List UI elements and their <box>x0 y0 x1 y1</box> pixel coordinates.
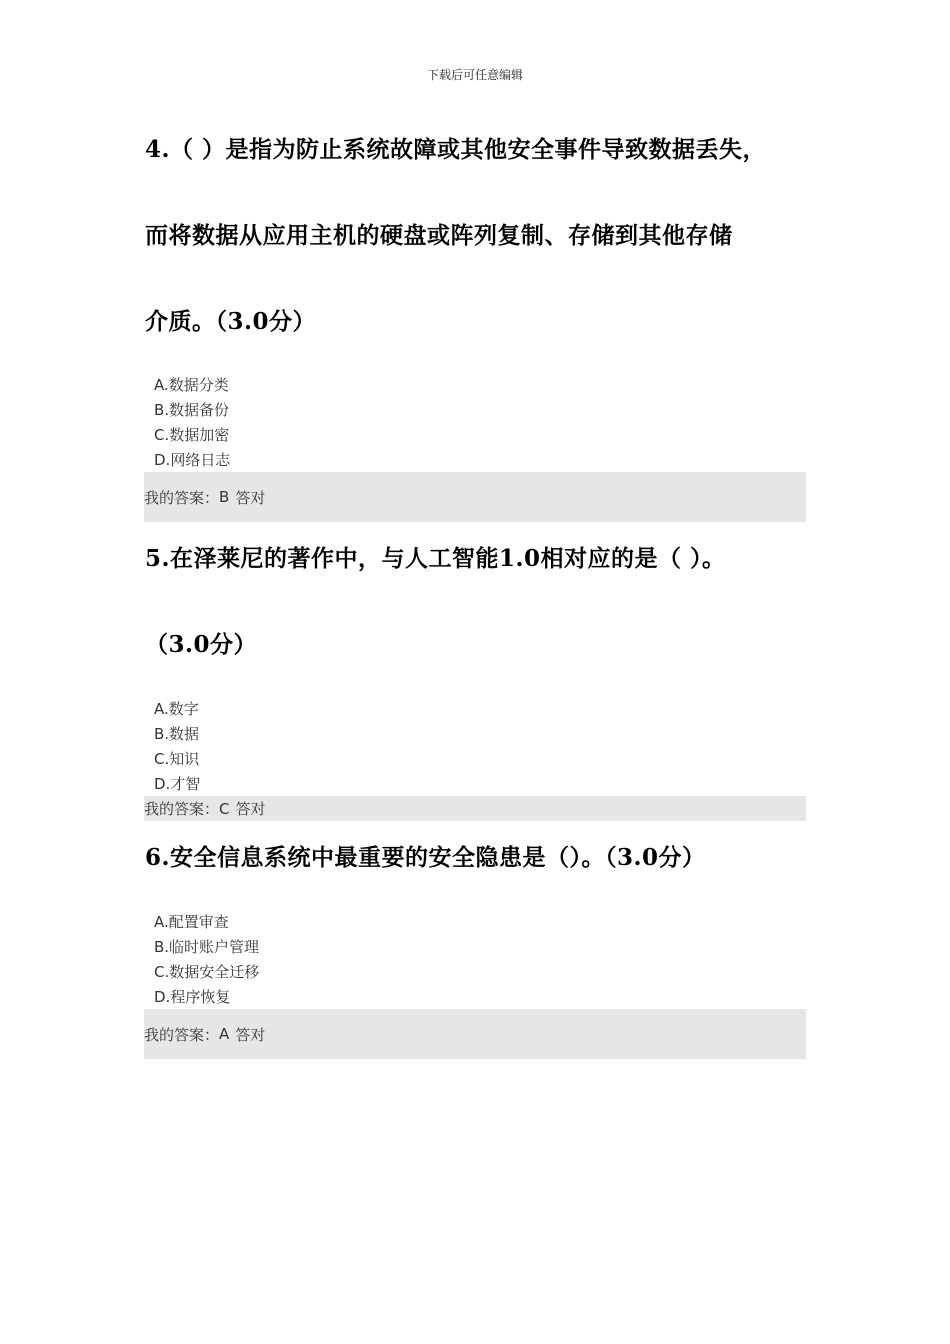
answer-value: B <box>219 488 230 506</box>
option-d[interactable]: D.网络日志 <box>154 451 231 469</box>
option-d[interactable]: D.才智 <box>154 775 201 793</box>
answer-result: 答对 <box>235 488 266 507</box>
answer-result: 答对 <box>235 800 266 818</box>
question-5-line-2: （3.0分） <box>145 631 258 658</box>
answer-label: 我的答案： <box>144 488 220 507</box>
answer-result: 答对 <box>235 1025 266 1044</box>
option-c[interactable]: C.知识 <box>154 750 200 768</box>
answer-label: 我的答案： <box>144 800 220 818</box>
option-c[interactable]: C.数据加密 <box>154 426 230 444</box>
question-6-line-1: 6.安全信息系统中最重要的安全隐患是（）。（3.0分） <box>145 844 706 871</box>
option-a[interactable]: A.配置审查 <box>154 913 229 931</box>
page-header: 下载后可任意编辑 <box>426 68 523 82</box>
question-4-options <box>154 373 230 473</box>
option-c[interactable]: C.数据安全迁移 <box>154 963 260 981</box>
question-4-line-3: 介质。（3.0分） <box>145 308 317 335</box>
option-b[interactable]: B.临时账户管理 <box>154 938 260 956</box>
option-a[interactable]: A.数据分类 <box>154 376 229 394</box>
question-4-answer-bar <box>144 472 806 522</box>
question-4-line-1: 4.（ ）是指为防止系统故障或其他安全事件导致数据丢失， <box>145 136 767 163</box>
answer-label: 我的答案： <box>144 1025 220 1044</box>
option-b[interactable]: B.数据 <box>154 725 200 743</box>
question-4-line-2: 而将数据从应用主机的硬盘或阵列复制、存储到其他存储 <box>145 222 733 249</box>
answer-value: C <box>219 799 230 818</box>
question-6-options <box>154 910 259 1010</box>
question-6-stem <box>145 815 845 901</box>
question-5-line-1: 5.在泽莱尼的著作中，与人工智能1.0相对应的是（ ）。 <box>145 545 726 572</box>
question-5-stem <box>145 516 845 688</box>
question-4-stem <box>145 107 845 365</box>
answer-value: A <box>219 1025 230 1043</box>
question-5-options <box>154 697 200 797</box>
option-d[interactable]: D.程序恢复 <box>154 988 231 1006</box>
option-b[interactable]: B.数据备份 <box>154 401 230 419</box>
question-6-answer-bar <box>144 1009 806 1059</box>
option-a[interactable]: A.数字 <box>154 700 199 718</box>
